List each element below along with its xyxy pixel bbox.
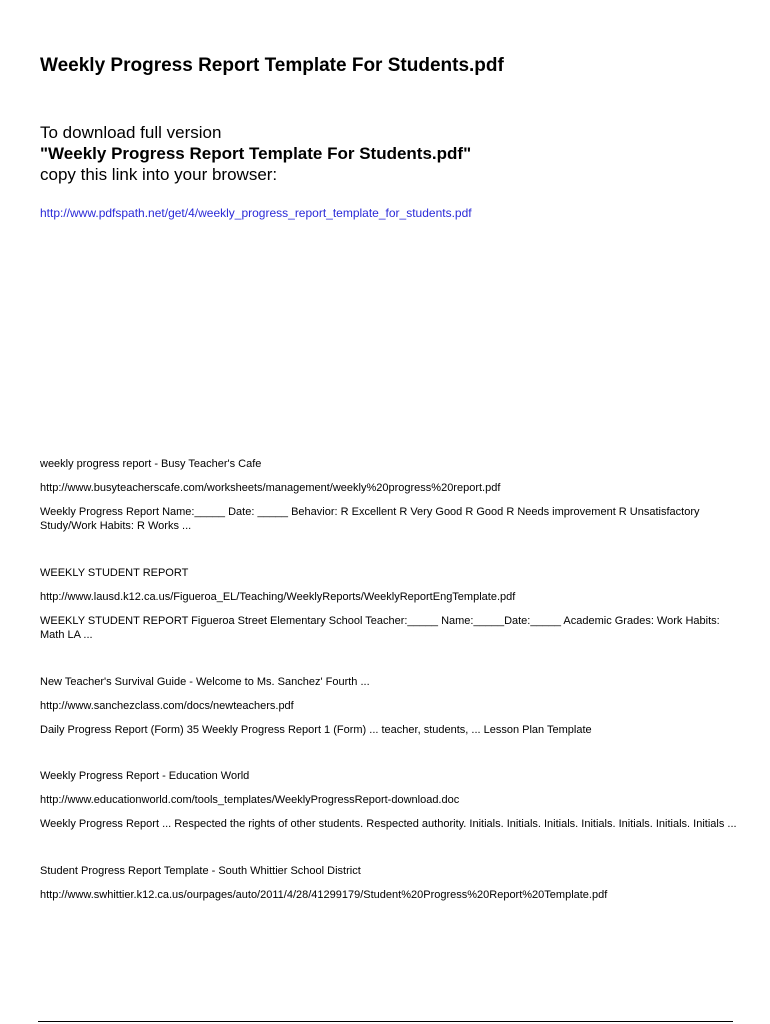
result-snippet: Weekly Progress Report ... Respected the rights of other students. Respected authority. Initials. Initials. Initials. Initials. Initials. Initials. Initials ... bbox=[40, 818, 737, 830]
result-snippet: WEEKLY STUDENT REPORT Figueroa Street Elementary School Teacher:_____ Name:_____Date:_____ Academic Grades: Work Habits: Math LA ... bbox=[40, 615, 720, 641]
download-instructions bbox=[40, 122, 471, 185]
result-item bbox=[40, 566, 745, 642]
result-title: weekly progress report - Busy Teacher's Cafe bbox=[40, 458, 262, 470]
result-url[interactable]: http://www.busyteacherscafe.com/worksheets/management/weekly%20progress%20report.pdf bbox=[40, 482, 501, 494]
page-title: Weekly Progress Report Template For Students.pdf bbox=[40, 55, 504, 76]
result-url[interactable]: http://www.swhittier.k12.ca.us/ourpages/auto/2011/4/28/41299179/Student%20Progress%20Report%20Template.pdf bbox=[40, 889, 608, 901]
result-item bbox=[40, 769, 745, 831]
result-item bbox=[40, 675, 745, 737]
result-url[interactable]: http://www.educationworld.com/tools_templates/WeeklyProgressReport-download.doc bbox=[40, 794, 460, 806]
result-url[interactable]: http://www.sanchezclass.com/docs/newteachers.pdf bbox=[40, 700, 294, 712]
result-url[interactable]: http://www.lausd.k12.ca.us/Figueroa_EL/Teaching/WeeklyReports/WeeklyReportEngTemplate.pdf bbox=[40, 591, 516, 603]
result-title: WEEKLY STUDENT REPORT bbox=[40, 567, 189, 579]
result-item bbox=[40, 864, 745, 902]
download-line-1: To download full version bbox=[40, 123, 222, 142]
search-results bbox=[40, 457, 745, 902]
result-snippet: Daily Progress Report (Form) 35 Weekly Progress Report 1 (Form) ... teacher, students, ... Lesson Plan Template bbox=[40, 724, 592, 736]
download-line-3: copy this link into your browser: bbox=[40, 165, 278, 184]
download-link[interactable]: http://www.pdfspath.net/get/4/weekly_progress_report_template_for_students.pdf bbox=[40, 206, 472, 220]
result-title: New Teacher's Survival Guide - Welcome to Ms. Sanchez' Fourth ... bbox=[40, 676, 370, 688]
result-title: Weekly Progress Report - Education World bbox=[40, 770, 250, 782]
result-snippet: Weekly Progress Report Name:_____ Date: _____ Behavior: R Excellent R Very Good R Good R Needs improvement R Unsatisfactory Study/Work Habits: R Works ... bbox=[40, 506, 700, 532]
result-title: Student Progress Report Template - South Whittier School District bbox=[40, 865, 361, 877]
result-item bbox=[40, 457, 745, 533]
footer-divider bbox=[38, 1021, 733, 1022]
download-filename: "Weekly Progress Report Template For Students.pdf" bbox=[40, 144, 472, 163]
